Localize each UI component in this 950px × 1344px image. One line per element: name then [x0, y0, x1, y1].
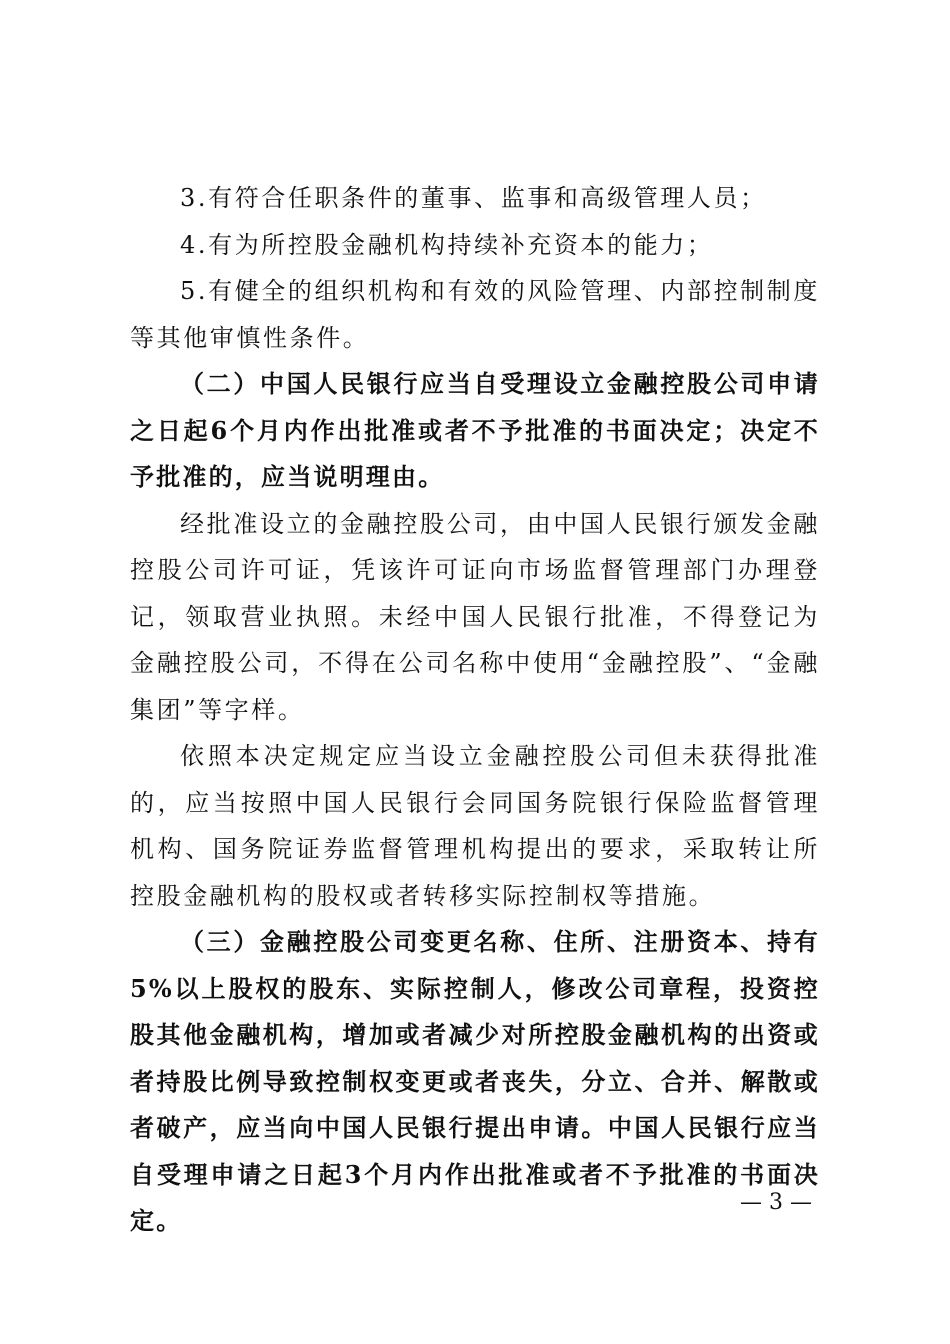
paragraph-license: 经批准设立的金融控股公司，由中国人民银行颁发金融控股公司许可证，凭该许可证向市场监督管理部门办理登记，领取营业执照。未经中国人民银行批准，不得登记为金融控股公司，不得在公司名称中使用“金融控股”、“金融集团”等字样。	[130, 509, 820, 724]
paragraph-unapproved: 依照本决定规定应当设立金融控股公司但未获得批准的，应当按照中国人民银行会同国务院银行保险监督管理机构、国务院证券监督管理机构提出的要求，采取转让所控股金融机构的股权或者转移实际控制权等措施。	[130, 742, 820, 910]
paragraph-item-5: 5.有健全的组织机构和有效的风险管理、内部控制制度等其他审慎性条件。	[130, 277, 820, 352]
page-number: — 3 —	[740, 1190, 812, 1215]
paragraph-section-3: （三）金融控股公司变更名称、住所、注册资本、持有5%以上股权的股东、实际控制人，修改公司章程，投资控股其他金融机构，增加或者减少对所控股金融机构的出资或者持股比例导致控制权变更或者丧失，分立、合并、解散或者破产，应当向中国人民银行提出申请。中国人民银行应当自受理申请之日起3个月内作出批准或者不予批准的书面决定。	[130, 927, 820, 1235]
paragraph-item-3: 3.有符合任职条件的董事、监事和高级管理人员；	[180, 184, 767, 212]
paragraph-section-2: （二）中国人民银行应当自受理设立金融控股公司申请之日起6个月内作出批准或者不予批准的书面决定；决定不予批准的，应当说明理由。	[130, 369, 820, 491]
document-body	[130, 175, 820, 1245]
paragraph-item-4: 4.有为所控股金融机构持续补充资本的能力；	[180, 230, 714, 259]
